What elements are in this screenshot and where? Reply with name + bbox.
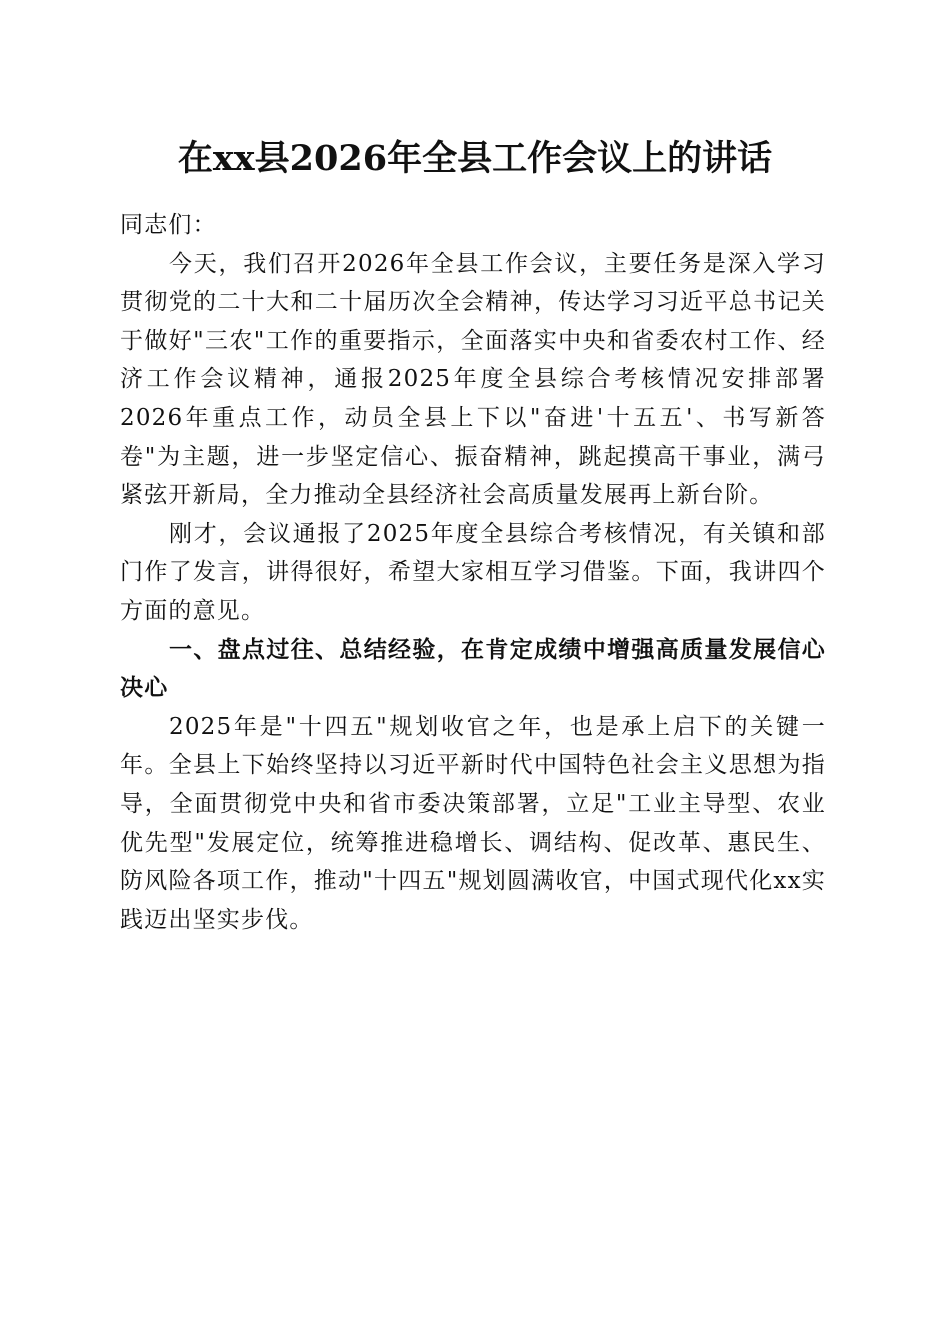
paragraph-review: 2025年是"十四五"规划收官之年，也是承上启下的关键一年。全县上下始终坚持以习近平新时代中国特色社会主义思想为指导，全面贯彻党中央和省市委决策部署，立足"工业主导型、农业优先型"发展定位，统筹推进稳增长、调结构、促改革、惠民生、防风险各项工作，推动"十四五"规划圆满收官，中国式现代化xx实践迈出坚实步伐。 bbox=[120, 713, 826, 933]
document-title: 在xx县2026年全县工作会议上的讲话 bbox=[177, 138, 773, 179]
section-heading-1: 一、盘点过往、总结经验，在肯定成绩中增强高质量发展信心决心 bbox=[120, 636, 826, 702]
salutation: 同志们： bbox=[120, 212, 217, 238]
paragraph-transition: 刚才，会议通报了2025年度全县综合考核情况，有关镇和部门作了发言，讲得很好，希望大家相互学习借鉴。下面，我讲四个方面的意见。 bbox=[120, 520, 826, 624]
paragraph-opening: 今天，我们召开2026年全县工作会议，主要任务是深入学习贯彻党的二十大和二十届历次全会精神，传达学习习近平总书记关于做好"三农"工作的重要指示，全面落实中央和省委农村工作、经济工作会议精神，通报2025年度全县综合考核情况安排部署2026年重点工作，动员全县上下以"奋进'十五五'、书写新答卷"为主题，进一步坚定信心、振奋精神，跳起摸高干事业，满弓紧弦开新局，全力推动全县经济社会高质量发展再上新台阶。 bbox=[120, 250, 826, 509]
document-body bbox=[120, 206, 826, 939]
